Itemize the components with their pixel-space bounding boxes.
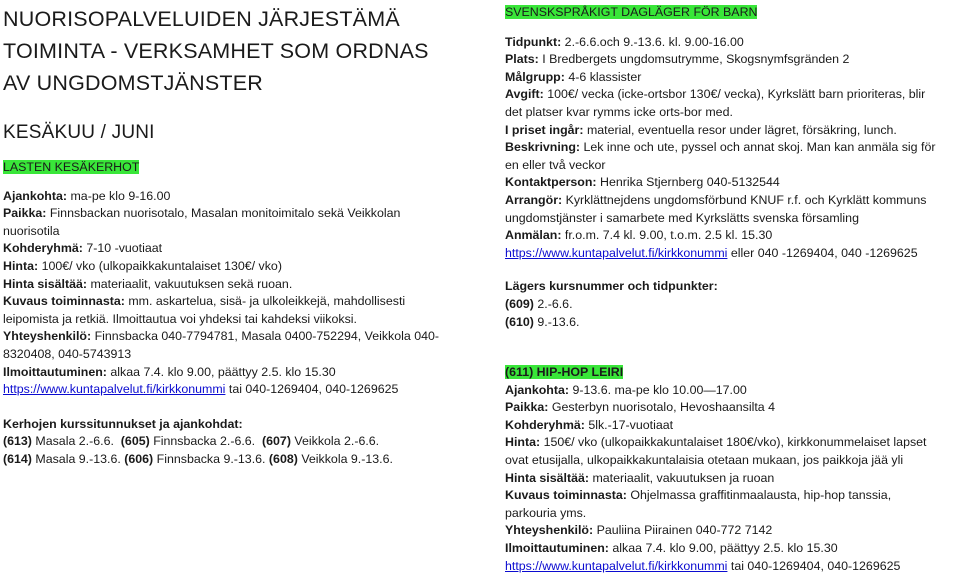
courses-row: (614) Masala 9.-13.6. (606) Finnsbacka 9.-13.6. (608) Veikkola 9.-13.6. <box>3 451 393 466</box>
malgrupp-row: Målgrupp: 4-6 klassister <box>505 69 642 84</box>
anmalan-link-row: https://www.kuntapalvelut.fi/kirkkonummi eller 040 -1269404, 040 -1269625 <box>505 245 918 260</box>
hiphop-title: (611) HIP-HOP LEIRI <box>505 365 624 380</box>
heading-line: AV UNGDOMSTJÄNSTER <box>3 71 264 95</box>
heading-line: NUORISOPALVELUIDEN JÄRJESTÄMÄ <box>3 7 400 31</box>
section-label-kesakerhot: LASTEN KESÄKERHOT <box>3 160 140 174</box>
lager-item: (610) 9.-13.6. <box>505 314 580 329</box>
left-column <box>3 0 465 469</box>
kontaktperson-row: Kontaktperson: Henrika Stjernberg 040-5132544 <box>505 175 780 190</box>
heading-line: TOIMINTA - VERKSAMHET SOM ORDNAS <box>3 39 429 63</box>
avgift-row: Avgift: 100€/ vecka (icke-ortsbor 130€/ vecka), Kyrkslätt barn prioriteras, blir det platser kvar rymms icke orts-bor med. <box>505 87 926 119</box>
tidpunkt-row: Tidpunkt: 2.-6.6.och 9.-13.6. kl. 9.00-16.00 <box>505 34 744 49</box>
paikka-row: Paikka: Finnsbackan nuorisotalo, Masalan monitoimitalo sekä Veikkolan nuorisotila <box>3 206 401 238</box>
anmalan-link[interactable]: https://www.kuntapalvelut.fi/kirkkonummi <box>505 245 728 260</box>
beskrivning-row: Beskrivning: Lek inne och ute, pyssel och annat skoj. Man kan anmäla sig för en eller två veckor <box>505 140 936 172</box>
page-heading <box>3 3 465 99</box>
arrangor-row: Arrangör: Kyrklättnejdens ungdomsförbund KNUF r.f. och Kyrklätt kommuns ungdomstjänster i samarbete med Kyrkslätts svenska församling <box>505 192 927 225</box>
ilmoittautuminen-row: Ilmoittautuminen: alkaa 7.4. klo 9.00, päättyy 2.5. klo 15.30 <box>3 364 336 379</box>
yhteyshenkilo-row: Yhteyshenkilö: Finnsbacka 040-7794781, Masala 0400-752294, Veikkola 040- 8320408, 040-5743913 <box>3 329 440 361</box>
hiphop-hinta-row: Hinta: 150€/ vko (ulkopaikkakuntalaiset 180€/vko), kirkkonummelaiset lapset ovat etusijalla, ulkopaikkakuntalaisia otetaan mukaan, jos paikkoja jää yli <box>505 435 927 468</box>
section-label-dagläger: SVENSKSPRÅKIGT DAGLÄGER FÖR BARN <box>505 5 758 19</box>
hiphop-ilmoittautuminen-row: Ilmoittautuminen: alkaa 7.4. klo 9.00, päättyy 2.5. klo 15.30 <box>505 541 838 556</box>
hiphop-paikka-row: Paikka: Gesterbyn nuorisotalo, Hevoshaansilta 4 <box>505 400 776 415</box>
hinta-row: Hinta: 100€/ vko (ulkopaikkakuntalaiset 130€/ vko) <box>3 258 282 273</box>
courses-title: Kerhojen kurssitunnukset ja ajankohdat: <box>3 416 243 431</box>
right-column <box>505 0 957 575</box>
registration-link[interactable]: https://www.kuntapalvelut.fi/kirkkonummi <box>3 382 226 397</box>
hiphop-hinta-sisaltaa-row: Hinta sisältää: materiaalit, vakuutuksen ja ruoan <box>505 470 775 485</box>
registration-link-row: https://www.kuntapalvelut.fi/kirkkonummi tai 040-1269404, 040-1269625 <box>3 382 399 397</box>
kohderyhma-row: Kohderyhmä: 7-10 -vuotiaat <box>3 241 163 256</box>
season-title: KESÄKUU / JUNI <box>3 122 155 143</box>
ajankohta-row: Ajankohta: ma-pe klo 9-16.00 <box>3 188 171 203</box>
priset-row: I priset ingår: material, eventuella resor under lägret, försäkring, lunch. <box>505 122 897 137</box>
lager-item: (609) 2.-6.6. <box>505 296 573 311</box>
lager-title: Lägers kursnummer och tidpunkter: <box>505 279 718 294</box>
hiphop-link-row: https://www.kuntapalvelut.fi/kirkkonummi tai 040-1269404, 040-1269625 <box>505 558 901 573</box>
hinta-sisaltaa-row: Hinta sisältää: materiaalit, vakuutuksen sekä ruoan. <box>3 276 293 291</box>
hiphop-kohderyhma-row: Kohderyhmä: 5lk.-17-vuotiaat <box>505 417 674 432</box>
courses-row: (613) Masala 2.-6.6. (605) Finnsbacka 2.-6.6. (607) Veikkola 2.-6.6. <box>3 434 380 449</box>
anmalan-row: Anmälan: fr.o.m. 7.4 kl. 9.00, t.o.m. 2.5 kl. 15.30 <box>505 228 773 243</box>
hiphop-yhteyshenkilo-row: Yhteyshenkilö: Pauliina Piirainen 040-772 7142 <box>505 523 773 538</box>
plats-row: Plats: I Bredbergets ungdomsutrymme, Skogsnymfsgränden 2 <box>505 52 850 67</box>
hiphop-kuvaus-row: Kuvaus toiminnasta: Ohjelmassa graffitinmaalausta, hip-hop tanssia, parkouria yms. <box>505 488 892 520</box>
kuvaus-row: Kuvaus toiminnasta: mm. askartelua, sisä- ja ulkoleikkejä, mahdollisesti leipomista ja retkiä. Ilmoittautua voi yhdeksi tai kahdeksi viikoksi. <box>3 294 406 326</box>
hiphop-registration-link[interactable]: https://www.kuntapalvelut.fi/kirkkonummi <box>505 558 728 573</box>
hiphop-ajankohta-row: Ajankohta: 9-13.6. ma-pe klo 10.00—17.00 <box>505 382 747 397</box>
